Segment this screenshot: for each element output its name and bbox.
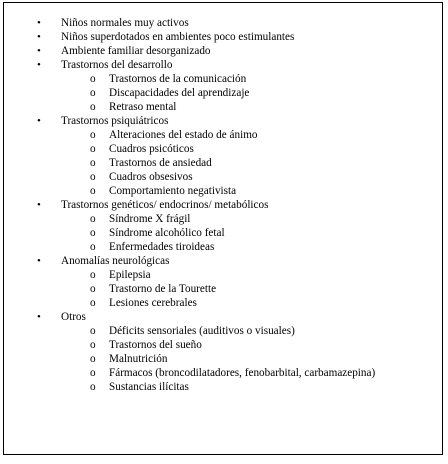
list-item [4, 254, 442, 268]
sub-list-item [4, 142, 442, 156]
sub-list-item [4, 128, 442, 142]
sub-list-item [4, 282, 442, 296]
sub-list-item [4, 170, 442, 184]
sub-list-item [4, 156, 442, 170]
list-item-label: Otros [61, 311, 86, 323]
circle-bullet-icon: o [90, 87, 96, 99]
circle-bullet-icon: o [90, 325, 96, 337]
sub-list-item-label: Epilepsia [109, 269, 151, 281]
sub-list-item [4, 380, 442, 394]
circle-bullet-icon: o [90, 297, 96, 309]
sub-list-item [4, 72, 442, 86]
list-item-label: Trastornos psiquiátricos [61, 115, 169, 127]
list-item [4, 58, 442, 72]
sub-list-item [4, 324, 442, 338]
sub-list-item-label: Cuadros psicóticos [109, 143, 194, 155]
list-item-label: Niños normales muy activos [61, 17, 189, 29]
sub-list-item-label: Malnutrición [109, 353, 168, 365]
bullet-icon: • [37, 115, 41, 127]
circle-bullet-icon: o [90, 129, 96, 141]
sub-list-item-label: Trastorno de la Tourette [109, 283, 217, 295]
sub-list-item-label: Sustancias ilícitas [109, 381, 189, 393]
list-item [4, 44, 442, 58]
sub-list-item [4, 212, 442, 226]
bullet-icon: • [37, 199, 41, 211]
sub-list-item [4, 366, 442, 380]
sub-list-item [4, 268, 442, 282]
list-item-label: Niños superdotados en ambientes poco estimulantes [61, 31, 295, 43]
sub-list-item [4, 352, 442, 366]
sub-list-item-label: Cuadros obsesivos [109, 171, 193, 183]
sub-list-item-label: Trastornos de ansiedad [109, 157, 212, 169]
circle-bullet-icon: o [90, 353, 96, 365]
bullet-icon: • [37, 31, 41, 43]
sub-list-item-label: Alteraciones del estado de ánimo [109, 129, 258, 141]
list-item-label: Anomalías neurológicas [61, 255, 170, 267]
sub-list-item [4, 296, 442, 310]
sub-list-item-label: Trastornos de la comunicación [109, 73, 247, 85]
circle-bullet-icon: o [90, 73, 96, 85]
sub-list-item-label: Trastornos del sueño [109, 339, 202, 351]
list-item-label: Trastornos del desarrollo [61, 59, 173, 71]
sub-list-item-label: Retraso mental [109, 101, 177, 113]
list-item [4, 30, 442, 44]
bullet-icon: • [37, 17, 41, 29]
circle-bullet-icon: o [90, 227, 96, 239]
sub-list-item-label: Síndrome alcohólico fetal [109, 227, 225, 239]
cause-list [4, 16, 442, 394]
list-item [4, 114, 442, 128]
list-item [4, 198, 442, 212]
list-item [4, 310, 442, 324]
list-item-label: Ambiente familiar desorganizado [61, 45, 211, 57]
circle-bullet-icon: o [90, 143, 96, 155]
sub-list-item [4, 100, 442, 114]
sub-list-item-label: Fármacos (broncodilatadores, fenobarbital, carbamazepina) [109, 367, 376, 379]
circle-bullet-icon: o [90, 185, 96, 197]
bullet-icon: • [37, 45, 41, 57]
bullet-icon: • [37, 59, 41, 71]
circle-bullet-icon: o [90, 283, 96, 295]
list-item-label: Trastornos genéticos/ endocrinos/ metabólicos [61, 199, 269, 211]
circle-bullet-icon: o [90, 339, 96, 351]
circle-bullet-icon: o [90, 269, 96, 281]
sub-list-item [4, 240, 442, 254]
sub-list-item [4, 226, 442, 240]
sub-list-item [4, 338, 442, 352]
circle-bullet-icon: o [90, 171, 96, 183]
sub-list-item [4, 86, 442, 100]
circle-bullet-icon: o [90, 241, 96, 253]
list-item [4, 16, 442, 30]
sub-list-item-label: Síndrome X frágil [109, 213, 191, 225]
sub-list-item-label: Déficits sensoriales (auditivos o visuales) [109, 325, 295, 337]
sub-list-item-label: Discapacidades del aprendizaje [109, 87, 250, 99]
circle-bullet-icon: o [90, 367, 96, 379]
circle-bullet-icon: o [90, 213, 96, 225]
content-frame [3, 2, 443, 455]
sub-list-item-label: Comportamiento negativista [109, 185, 237, 197]
circle-bullet-icon: o [90, 157, 96, 169]
bullet-icon: • [37, 311, 41, 323]
circle-bullet-icon: o [90, 381, 96, 393]
sub-list-item-label: Lesiones cerebrales [109, 297, 197, 309]
sub-list-item-label: Enfermedades tiroideas [109, 241, 215, 253]
bullet-icon: • [37, 255, 41, 267]
circle-bullet-icon: o [90, 101, 96, 113]
sub-list-item [4, 184, 442, 198]
